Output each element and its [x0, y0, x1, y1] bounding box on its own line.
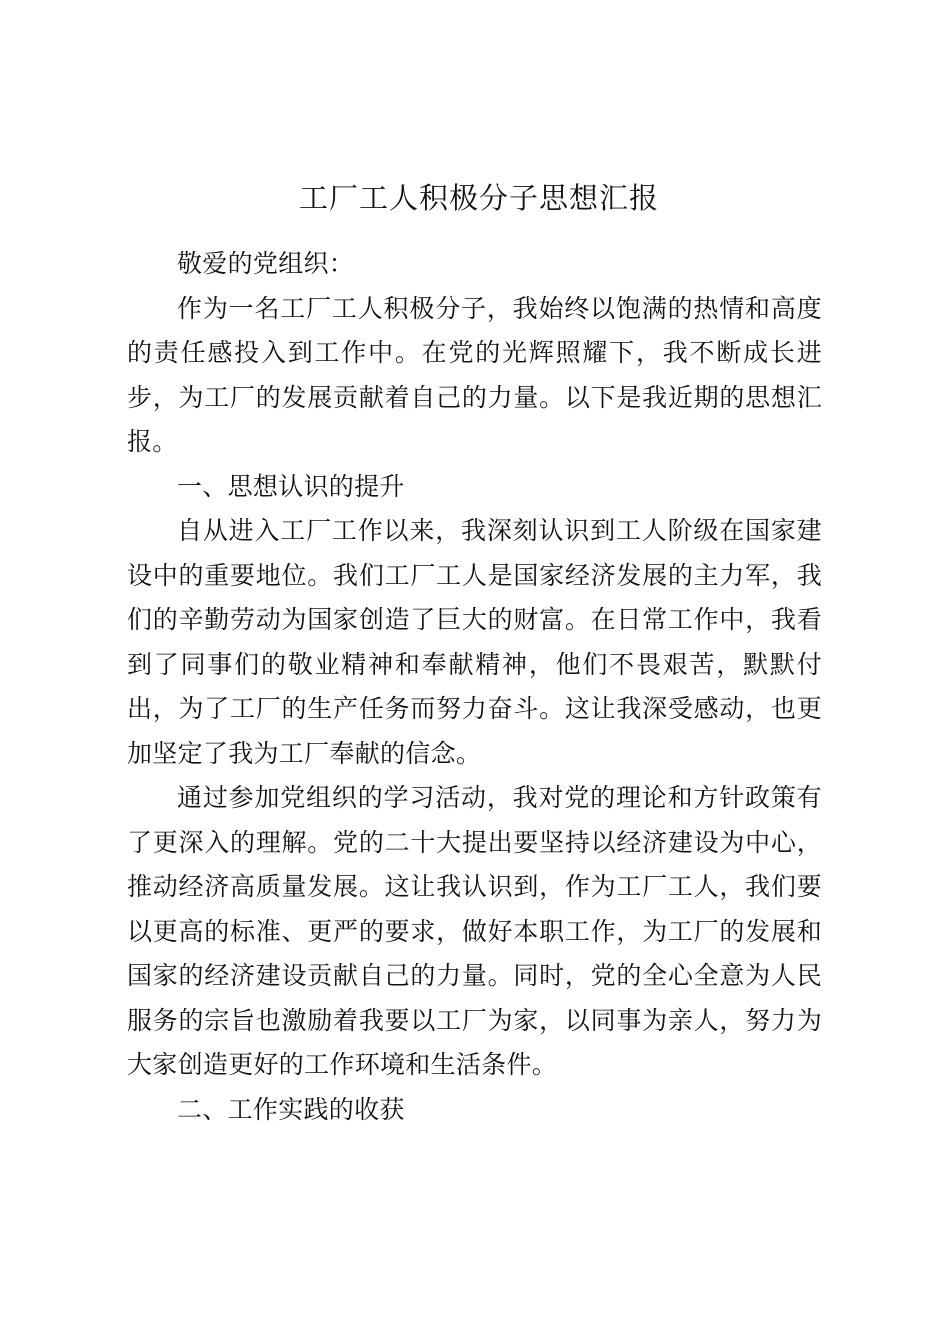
- document-body: [127, 242, 822, 1132]
- intro-paragraph: 作为一名工厂工人积极分子，我始终以饱满的热情和高度的责任感投入到工作中。在党的光辉照耀下，我不断成长进步，为工厂的发展贡献着自己的力量。以下是我近期的思想汇报。: [127, 293, 822, 456]
- section-1-paragraph-2: 通过参加党组织的学习活动，我对党的理论和方针政策有了更深入的理解。党的二十大提出要坚持以经济建设为中心，推动经济高质量发展。这让我认识到，作为工厂工人，我们要以更高的标准、更严的要求，做好本职工作，为工厂的发展和国家的经济建设贡献自己的力量。同时，党的全心全意为人民服务的宗旨也激励着我要以工厂为家，以同事为亲人，努力为大家创造更好的工作环境和生活条件。: [127, 783, 822, 1079]
- salutation: 敬爱的党组织：: [177, 249, 355, 278]
- document-title: 工厂工人积极分子思想汇报: [298, 181, 659, 215]
- section-1-paragraph-1: 自从进入工厂工作以来，我深刻认识到工人阶级在国家建设中的重要地位。我们工厂工人是国家经济发展的主力军，我们的辛勤劳动为国家创造了巨大的财富。在日常工作中，我看到了同事们的敬业精神和奉献精神，他们不畏艰苦，默默付出，为了工厂的生产任务而努力奋斗。这让我深受感动，也更加坚定了我为工厂奉献的信念。: [127, 516, 822, 768]
- section-1-heading: 一、思想认识的提升: [177, 471, 405, 501]
- section-2-heading: 二、工作实践的收获: [177, 1094, 405, 1124]
